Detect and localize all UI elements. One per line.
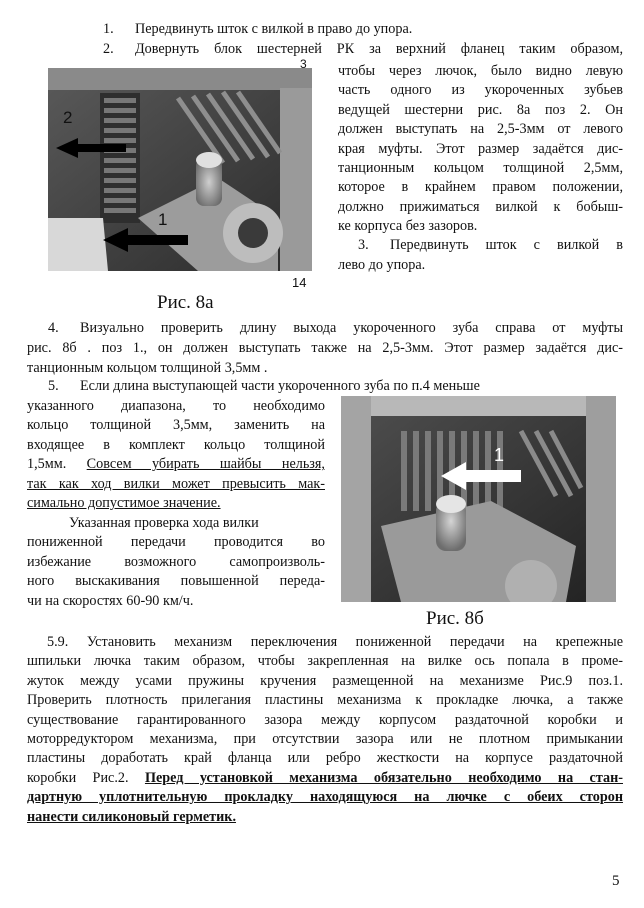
text-line: ведущей шестерни рис. 8а поз 2. Он bbox=[338, 101, 623, 118]
list-item-text: Передвинуть шток с вилкой в право до упора. bbox=[135, 21, 413, 37]
underlined-warning: Совсем убирать шайбы нельзя, bbox=[86, 456, 325, 473]
bold-warning: Перед установкой механизма обязательно необходимо на стан- bbox=[144, 769, 623, 786]
text-line: которое в крайнем правом положении, bbox=[338, 179, 623, 196]
text-line: часть одного из укороченных зубьев bbox=[338, 82, 623, 99]
callout-label: 1 bbox=[158, 210, 168, 229]
section-5-9 bbox=[27, 633, 623, 827]
figure-8a-caption: Рис. 8а bbox=[157, 292, 214, 313]
text-line: существование гарантированного зазора между корпусом раздаточной коробки и bbox=[27, 711, 623, 728]
text-line: избежание возможного самопроизволь- bbox=[27, 553, 325, 570]
text-line: ного выскакивания повышенной переда- bbox=[27, 573, 325, 590]
text-line: чи на скоростях 60-90 км/ч. bbox=[27, 592, 194, 609]
text-line: чтобы через лючок, было видно левую bbox=[338, 63, 623, 79]
callout-label: 14 bbox=[292, 275, 307, 290]
list-number: 5. bbox=[48, 378, 59, 394]
check-paragraph bbox=[27, 514, 325, 611]
figure-8a-photo bbox=[48, 68, 312, 271]
underlined-warning: так как ход вилки может превысить мак- bbox=[27, 475, 325, 492]
text-line: пластины доработать край фланца или ребро жесткости на корпусе раздаточной bbox=[27, 750, 623, 767]
text-line: Указанная проверка хода вилки bbox=[69, 515, 259, 531]
underlined-warning: симально допустимое значение. bbox=[27, 495, 221, 512]
text-line: пониженной передачи проводится во bbox=[27, 534, 325, 551]
text-line: танционным кольцом толщиной 2,5мм, bbox=[338, 160, 623, 177]
text-line: Проверить плотность прилегания пластины механизма к прокладке лючка, а также bbox=[27, 692, 623, 709]
list-item-text: танционным кольцом толщиной 3,5мм . bbox=[27, 360, 268, 376]
text-span: 1,5мм. bbox=[27, 456, 87, 473]
text-line: шпильки лючка таким образом, чтобы закрепленная на вилке ось попала в проме- bbox=[27, 653, 623, 670]
text-line: указанного диапазона, то необходимо bbox=[27, 398, 325, 414]
list-item-text: Довернуть блок шестерней РК за верхний фланец таким образом, bbox=[135, 41, 623, 57]
text-line: края муфты. Этот размер задаётся дис- bbox=[338, 140, 623, 157]
text-line bbox=[27, 769, 623, 788]
text-line: жуток между усами пружины кручения размещенной на механизме Рис.9 поз.1. bbox=[27, 672, 623, 689]
list-number: 3. bbox=[358, 237, 369, 253]
text-line bbox=[27, 455, 325, 474]
bold-warning: нанести силиконовый герметик. bbox=[27, 808, 237, 825]
text-line: входящее в комплект кольцо толщиной bbox=[27, 436, 325, 453]
page-number: 5 bbox=[612, 873, 620, 889]
list-item-text: рис. 8б . поз 1., он должен выступать также на 2,5-3мм. Этот размер задаётся дис- bbox=[27, 340, 623, 356]
callout-label: 1 bbox=[494, 445, 505, 465]
list-item-text: Передвинуть шток с вилкой в bbox=[390, 237, 623, 253]
text-line: ке корпуса без зазоров. bbox=[338, 218, 478, 235]
item-5-body bbox=[27, 397, 325, 513]
list-number: 4. bbox=[48, 320, 59, 336]
list-item-text: Визуально проверить длину выхода укороченного зуба справа от муфты bbox=[80, 320, 623, 336]
callout-label: 3 bbox=[300, 57, 307, 71]
figure-8b-photo bbox=[341, 396, 616, 602]
text-line: кольцо толщиной 3,5мм, заменить на bbox=[27, 417, 325, 434]
list-number: 1. bbox=[103, 21, 114, 37]
item-2-continuation bbox=[338, 62, 623, 237]
list-item-text: Если длина выступающей части укороченного зуба по п.4 меньше bbox=[80, 378, 480, 394]
list-item-text: лево до упора. bbox=[338, 257, 426, 273]
text-line: 5.9. Установить механизм переключения пониженной передачи на крепежные bbox=[47, 634, 623, 650]
text-span: коробки Рис.2. bbox=[27, 769, 145, 786]
figure-8b-caption: Рис. 8б bbox=[426, 608, 484, 629]
text-line: должно прижиматься вилкой к бобыш- bbox=[338, 198, 623, 215]
callout-label: 2 bbox=[63, 108, 73, 127]
text-line: должен выступать на 2,5-3мм от левого bbox=[338, 121, 623, 138]
list-number: 2. bbox=[103, 41, 114, 57]
text-line: моторредуктором механизма, при отсутствии зазора или не плотном примыкании bbox=[27, 731, 623, 748]
bold-warning: дартную уплотнительную прокладку находящуюся на лючке с обеих сторон bbox=[27, 789, 623, 806]
